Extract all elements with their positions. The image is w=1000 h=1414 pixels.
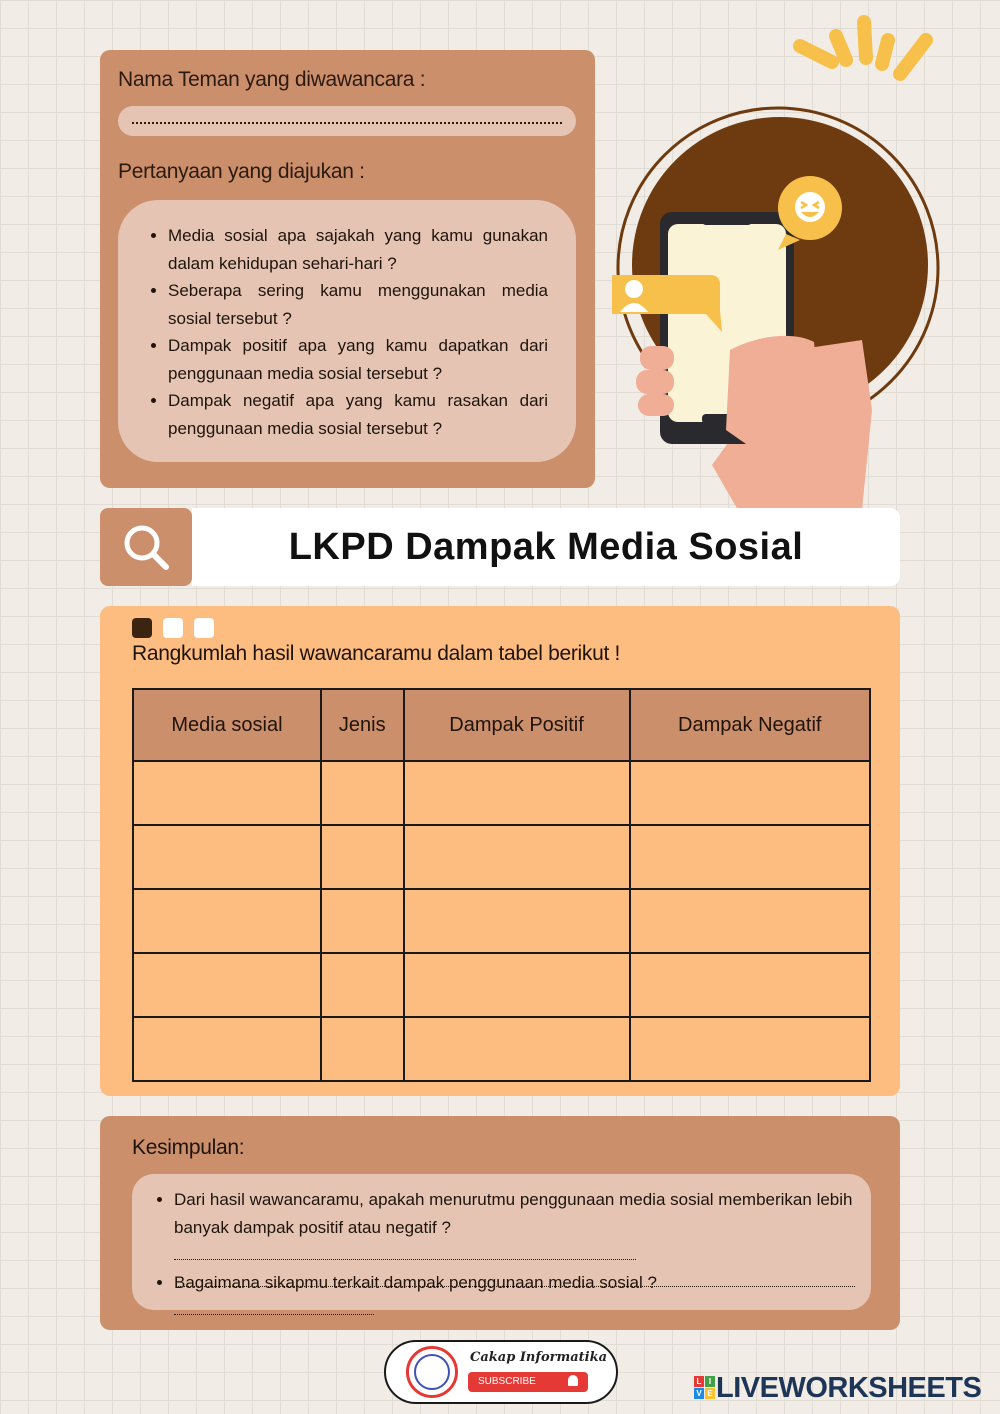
- smartphone-illustration: [600, 10, 960, 510]
- table-cell[interactable]: [630, 825, 870, 889]
- search-icon: [100, 508, 192, 586]
- table-row: [133, 825, 870, 889]
- table-cell[interactable]: [133, 1017, 321, 1081]
- question-item: • Media sosial apa sajakah yang kamu gunakan dalam kehidupan sehari-hari ?: [168, 222, 548, 277]
- table-cell[interactable]: [133, 825, 321, 889]
- table-header: Dampak Positif: [404, 689, 630, 761]
- question-item: • Seberapa sering kamu menggunakan media sosial tersebut ?: [168, 277, 548, 332]
- conclusion-question: Bagaimana sikapmu terkait dampak penggunaan media sosial ?: [174, 1272, 657, 1292]
- table-header: Dampak Negatif: [630, 689, 870, 761]
- table-header-row: [133, 689, 870, 761]
- table-cell[interactable]: [404, 1017, 630, 1081]
- subscribe-button[interactable]: [468, 1372, 588, 1392]
- logo-tile: V: [694, 1388, 704, 1399]
- table-cell[interactable]: [133, 761, 321, 825]
- table-row: [133, 761, 870, 825]
- table-cell[interactable]: [321, 761, 404, 825]
- logo-tile: L: [694, 1376, 704, 1387]
- table-row: [133, 889, 870, 953]
- conclusion-box: [132, 1174, 871, 1310]
- table-cell[interactable]: [133, 889, 321, 953]
- table-cell[interactable]: [630, 889, 870, 953]
- bell-icon: [568, 1375, 578, 1386]
- answer-line[interactable]: [174, 1300, 374, 1315]
- question-item: • Dampak negatif apa yang kamu rasakan dari penggunaan media sosial tersebut ?: [168, 387, 548, 442]
- answer-line[interactable]: [178, 1286, 855, 1287]
- summary-card: [100, 606, 900, 1096]
- table-row: [133, 1017, 870, 1081]
- table-cell[interactable]: [321, 825, 404, 889]
- channel-badge[interactable]: [384, 1340, 618, 1404]
- answer-line[interactable]: [174, 1245, 636, 1260]
- name-label: Nama Teman yang diwawancara :: [118, 68, 426, 91]
- table-header: Jenis: [321, 689, 404, 761]
- question-item: • Dampak positif apa yang kamu dapatkan dari penggunaan media sosial tersebut ?: [168, 332, 548, 387]
- questions-label: Pertanyaan yang diajukan :: [118, 160, 365, 183]
- dot-square: [132, 618, 152, 638]
- logo-tile: E: [705, 1388, 715, 1399]
- name-field[interactable]: [118, 106, 576, 136]
- logo-tiles: [694, 1376, 716, 1400]
- table-cell[interactable]: [630, 1017, 870, 1081]
- conclusion-card: [100, 1116, 900, 1330]
- channel-name: Cakap Informatika: [470, 1350, 608, 1365]
- dot-square: [163, 618, 183, 638]
- table-cell[interactable]: [630, 953, 870, 1017]
- sparkle-lines: [800, 22, 926, 74]
- summary-table: [132, 688, 871, 1082]
- table-cell[interactable]: [321, 1017, 404, 1081]
- table-cell[interactable]: [404, 825, 630, 889]
- conclusion-list: [132, 1174, 871, 1324]
- title-panel: [192, 508, 900, 586]
- table-cell[interactable]: [321, 889, 404, 953]
- table-row: [133, 953, 870, 1017]
- dotted-line: [132, 122, 562, 124]
- dot-square: [194, 618, 214, 638]
- brand-name: LIVEWORKSHEETS: [716, 1372, 982, 1404]
- interview-card: [100, 50, 595, 488]
- table-cell[interactable]: [321, 953, 404, 1017]
- table-cell[interactable]: [404, 889, 630, 953]
- questions-box: [118, 200, 576, 462]
- table-cell[interactable]: [133, 953, 321, 1017]
- table-cell[interactable]: [404, 761, 630, 825]
- title-bar: [100, 508, 900, 586]
- conclusion-item: [174, 1269, 855, 1324]
- conclusion-title: Kesimpulan:: [132, 1136, 245, 1159]
- table-cell[interactable]: [404, 953, 630, 1017]
- table-header: Media sosial: [133, 689, 321, 761]
- page-title: LKPD Dampak Media Sosial: [288, 526, 804, 568]
- subscribe-label: SUBSCRIBE: [478, 1376, 536, 1387]
- conclusion-question: Dari hasil wawancaramu, apakah menurutmu penggunaan media sosial memberikan lebih banyak dampak positif atau negatif ?: [174, 1190, 853, 1237]
- table-cell[interactable]: [630, 761, 870, 825]
- instruction-text: Rangkumlah hasil wawancaramu dalam tabel berikut !: [132, 642, 621, 665]
- question-list: [118, 200, 576, 442]
- channel-logo: [406, 1346, 458, 1398]
- search-button[interactable]: [100, 508, 192, 586]
- logo-tile: I: [705, 1376, 715, 1387]
- conclusion-item: [174, 1186, 855, 1269]
